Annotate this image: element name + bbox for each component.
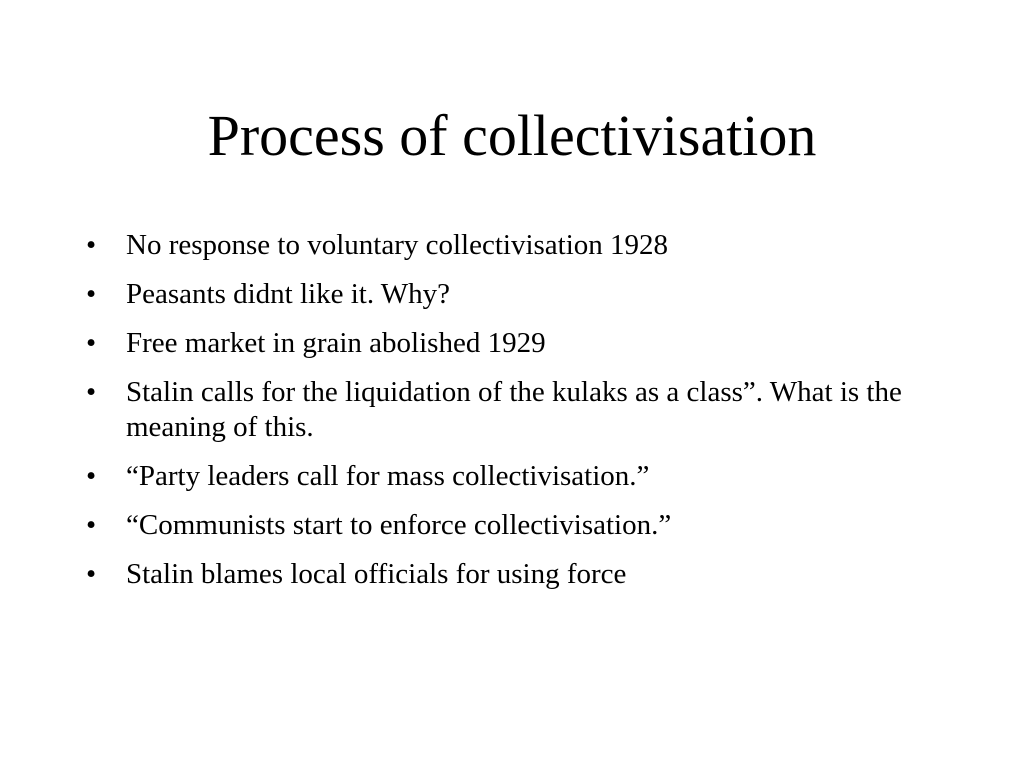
bullet-icon: • <box>86 460 97 492</box>
bullet-text: Free market in grain abolished 1929 <box>126 327 546 359</box>
list-item <box>86 277 946 312</box>
bullet-text: “Communists start to enforce collectivisation.” <box>126 509 672 541</box>
bullet-icon: • <box>86 509 97 541</box>
list-item <box>86 375 946 445</box>
slide-title: Process of collectivisation <box>207 103 817 168</box>
bullet-text: Stalin calls for the liquidation of the kulaks as a class”. What is the meaning of this. <box>126 376 902 443</box>
bullet-text: “Party leaders call for mass collectivisation.” <box>126 460 650 492</box>
bullet-icon: • <box>86 327 97 359</box>
bullet-icon: • <box>86 229 97 261</box>
bullet-icon: • <box>86 376 97 408</box>
bullet-text: Stalin blames local officials for using force <box>126 558 627 590</box>
list-item <box>86 326 946 361</box>
bullet-list <box>86 228 946 606</box>
bullet-text: No response to voluntary collectivisation 1928 <box>126 229 669 261</box>
list-item <box>86 557 946 592</box>
list-item <box>86 508 946 543</box>
list-item <box>86 228 946 263</box>
bullet-icon: • <box>86 278 97 310</box>
bullet-icon: • <box>86 558 97 590</box>
bullet-text: Peasants didnt like it. Why? <box>126 278 451 310</box>
list-item <box>86 459 946 494</box>
